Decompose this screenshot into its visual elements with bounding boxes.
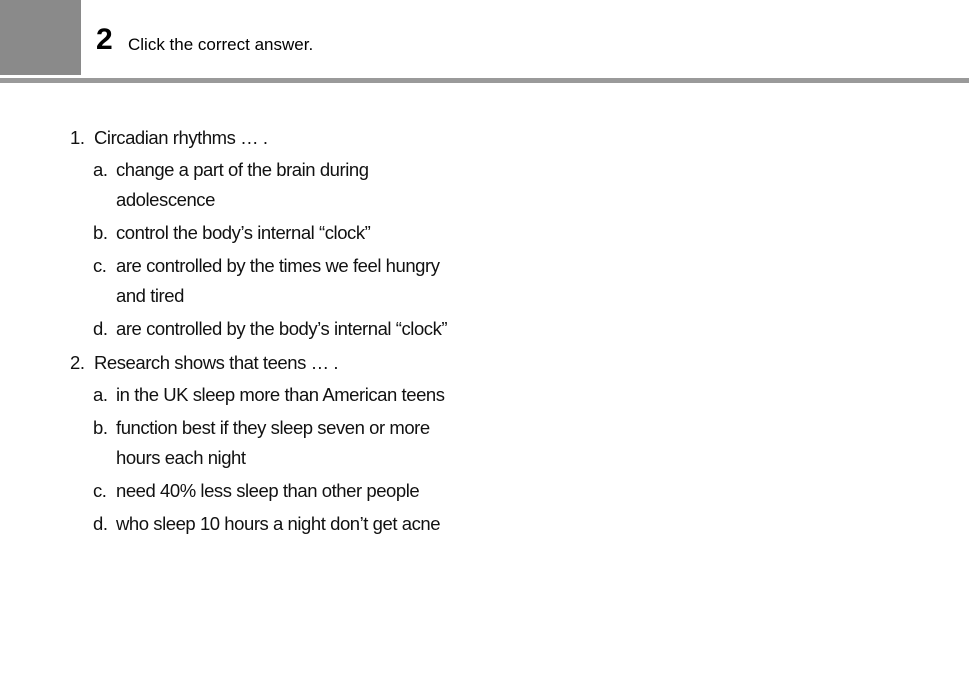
option-text: change a part of the brain during adolescence <box>116 159 369 210</box>
answer-option-1b[interactable] <box>93 218 490 248</box>
answer-option-2a[interactable] <box>93 380 490 410</box>
answer-option-1c[interactable] <box>93 251 490 311</box>
answer-option-2c[interactable] <box>93 476 490 506</box>
option-letter: d. <box>93 513 108 534</box>
option-letter: a. <box>93 159 108 180</box>
option-text: function best if they sleep seven or more hours each night <box>116 417 430 468</box>
answer-option-1a[interactable] <box>93 155 490 215</box>
answer-option-2b[interactable] <box>93 413 490 473</box>
question-number: 2. <box>70 352 85 373</box>
question-number: 1. <box>70 127 85 148</box>
question-1 <box>70 122 490 344</box>
option-letter: b. <box>93 222 108 243</box>
option-text: who sleep 10 hours a night don’t get acne <box>116 513 441 534</box>
question-text: Circadian rhythms … . <box>94 127 268 148</box>
header-divider <box>0 78 969 83</box>
option-text: are controlled by the body’s internal “clock” <box>116 318 448 339</box>
answer-option-1d[interactable] <box>93 314 490 344</box>
option-text: control the body’s internal “clock” <box>116 222 371 243</box>
exercise-instruction: Click the correct answer. <box>128 35 314 54</box>
question-stem <box>70 347 490 378</box>
option-text: in the UK sleep more than American teens <box>116 384 445 405</box>
question-stem <box>70 122 490 153</box>
question-list <box>70 122 490 542</box>
header-accent-block <box>0 0 81 75</box>
option-letter: b. <box>93 417 108 438</box>
option-letter: c. <box>93 255 107 276</box>
option-letter: d. <box>93 318 108 339</box>
option-text: are controlled by the times we feel hungry and tired <box>116 255 440 306</box>
option-letter: c. <box>93 480 107 501</box>
option-text: need 40% less sleep than other people <box>116 480 420 501</box>
question-2 <box>70 347 490 539</box>
exercise-number: 2 <box>96 23 113 56</box>
answer-option-2d[interactable] <box>93 509 490 539</box>
option-letter: a. <box>93 384 108 405</box>
question-text: Research shows that teens … . <box>94 352 339 373</box>
